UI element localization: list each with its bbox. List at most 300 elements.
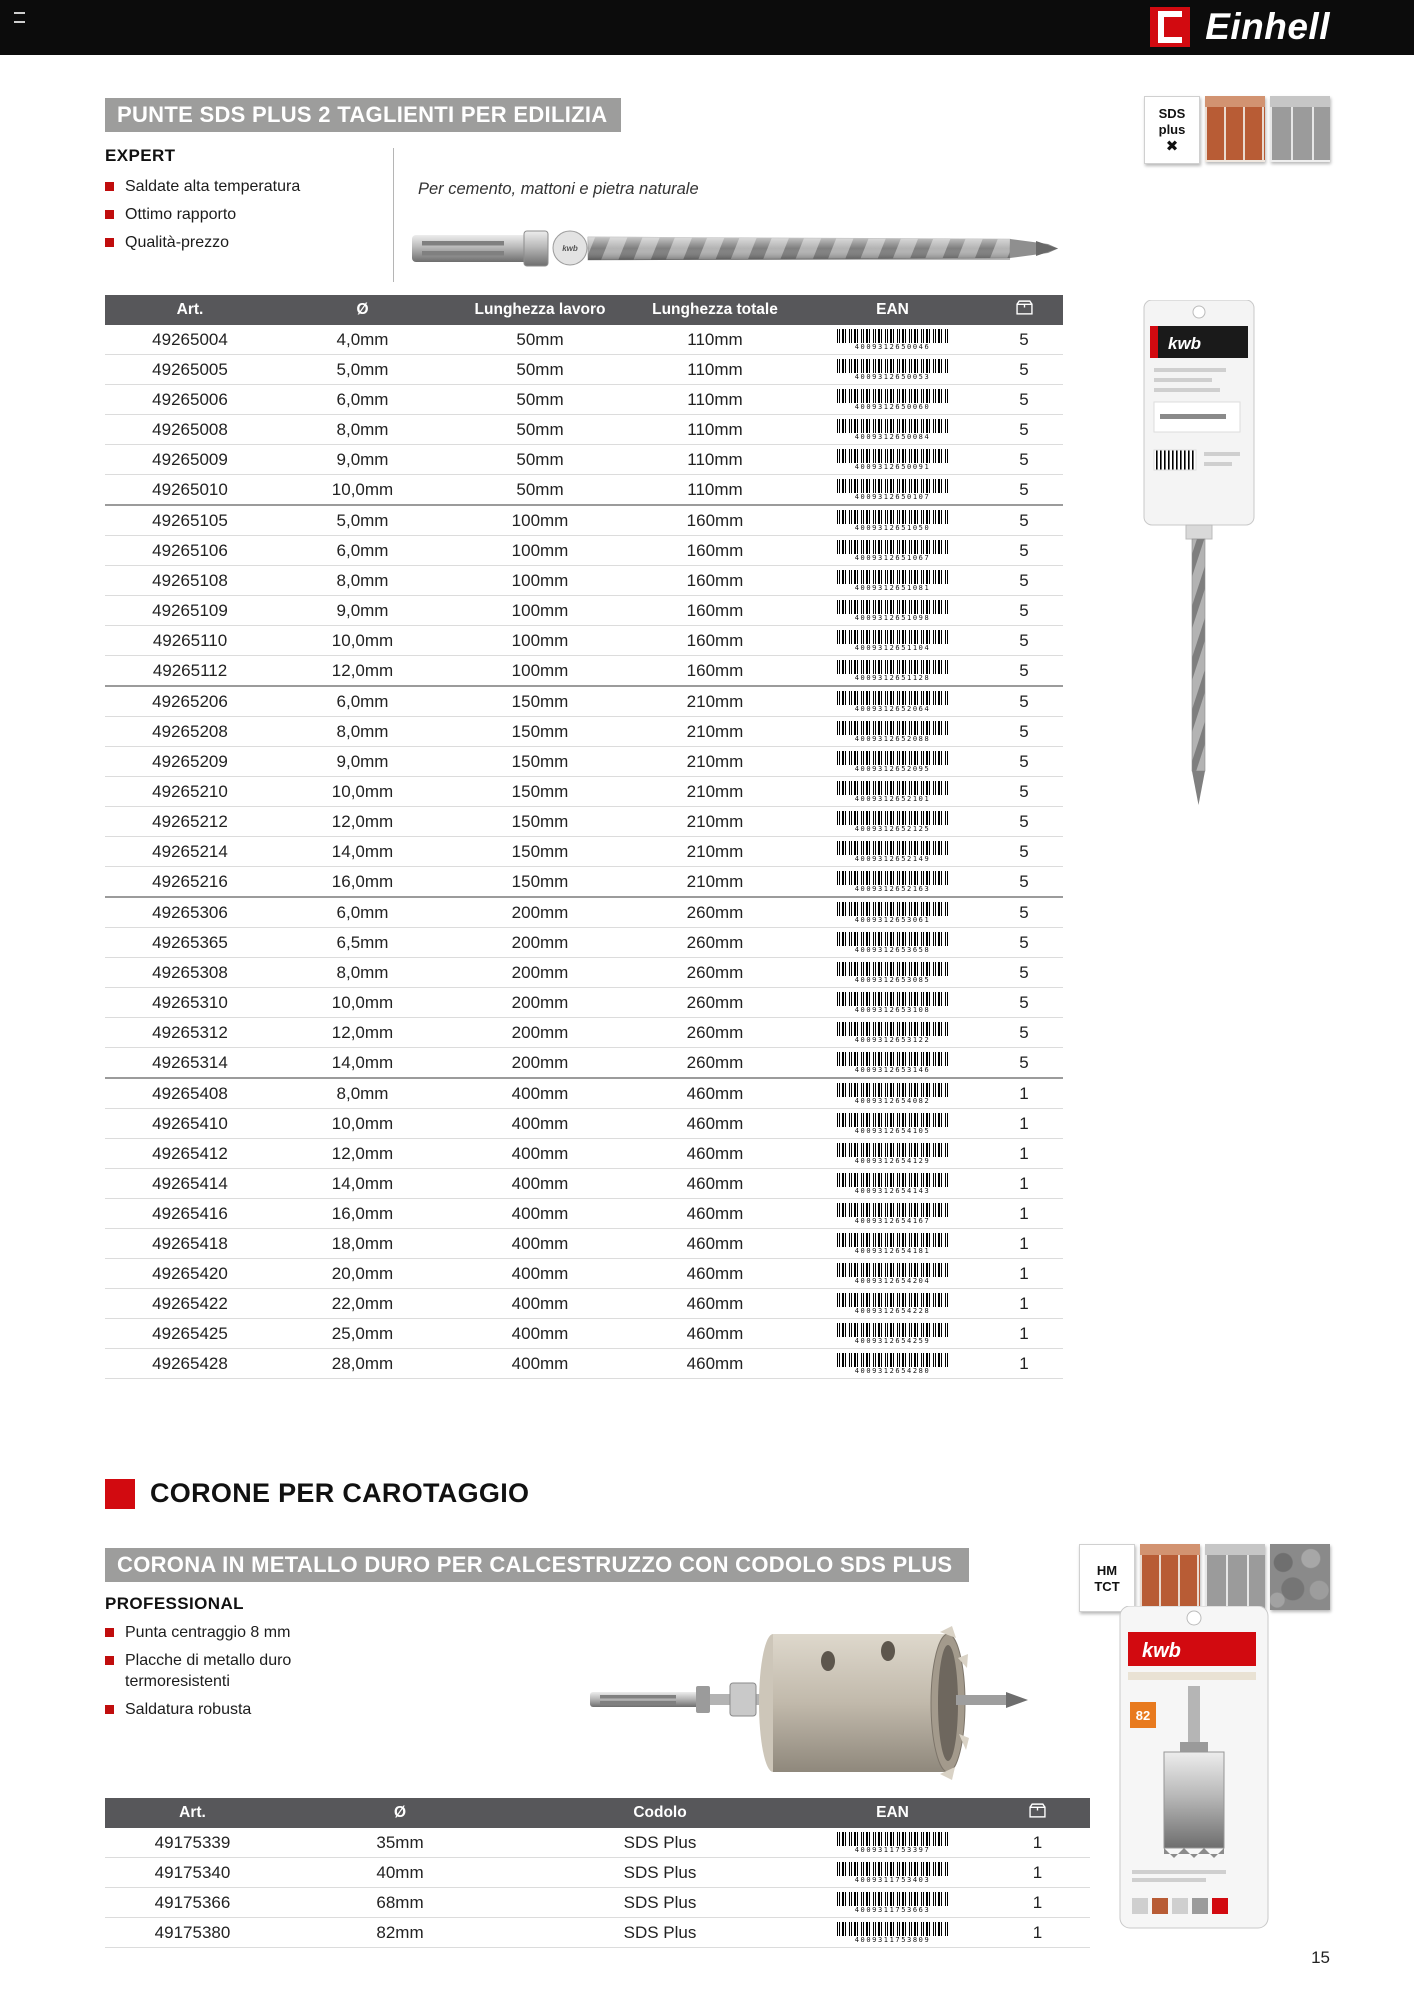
einhell-logo-icon (1150, 7, 1190, 47)
ean-cell (800, 1078, 985, 1109)
dia-cell: 9,0mm (275, 445, 450, 475)
lavoro-cell: 200mm (450, 1048, 630, 1079)
dia-column-header: Ø (280, 1798, 520, 1828)
lavoro-cell: 400mm (450, 1349, 630, 1379)
lavoro-cell: 200mm (450, 958, 630, 988)
totale-cell: 110mm (630, 355, 800, 385)
pack-qty-cell: 5 (985, 415, 1063, 445)
dia-cell: 14,0mm (275, 837, 450, 867)
barcode-digits: 4009312652163 (854, 884, 931, 893)
pack-qty-cell: 5 (985, 1048, 1063, 1079)
art-cell: 49265009 (105, 445, 275, 475)
dia-cell: 8,0mm (275, 958, 450, 988)
lavoro-cell: 200mm (450, 928, 630, 958)
barcode-image (837, 389, 949, 403)
product-photo-packaged-core-bit (1118, 1606, 1270, 1934)
dia-cell: 6,0mm (275, 897, 450, 928)
dia-column-header: Ø (275, 295, 450, 325)
barcode-digits: 4009312654228 (854, 1306, 931, 1315)
table-row (105, 717, 1063, 747)
dia-cell: 6,0mm (275, 686, 450, 717)
feature-item: Placche di metallo duro termoresistenti (105, 1650, 355, 1692)
feature-item: Punta centraggio 8 mm (105, 1622, 355, 1643)
barcode-digits: 4009312650060 (854, 402, 931, 411)
totale-cell: 460mm (630, 1078, 800, 1109)
barcode-image (837, 721, 949, 735)
totale-column-header: Lunghezza totale (630, 295, 800, 325)
lavoro-cell: 100mm (450, 505, 630, 536)
barcode-digits: 4009312650091 (854, 462, 931, 471)
brick-material-icon (1140, 1544, 1200, 1610)
totale-cell: 460mm (630, 1289, 800, 1319)
art-cell: 49265008 (105, 415, 275, 445)
lavoro-cell: 200mm (450, 897, 630, 928)
table-row (105, 837, 1063, 867)
products-table-core-bits (105, 1798, 1090, 1948)
barcode-image (837, 1083, 949, 1097)
barcode-image (837, 1323, 949, 1337)
pack-qty-cell: 1 (985, 1109, 1063, 1139)
table-row (105, 867, 1063, 898)
totale-cell: 260mm (630, 897, 800, 928)
totale-cell: 110mm (630, 415, 800, 445)
brand-logo (1150, 7, 1330, 47)
art-cell: 49265210 (105, 777, 275, 807)
barcode-image (837, 902, 949, 916)
ean-cell (800, 415, 985, 445)
pack-qty-cell: 5 (985, 355, 1063, 385)
art-column-header: Art. (105, 1798, 280, 1828)
lavoro-cell: 200mm (450, 1018, 630, 1048)
pack-qty-column-header (985, 295, 1063, 325)
pack-qty-cell: 5 (985, 566, 1063, 596)
art-cell: 49265208 (105, 717, 275, 747)
dia-cell: 9,0mm (275, 596, 450, 626)
table-row (105, 445, 1063, 475)
art-cell: 49265312 (105, 1018, 275, 1048)
barcode-image (837, 1203, 949, 1217)
dia-cell: 35mm (280, 1828, 520, 1858)
barcode-digits: 4009312651128 (854, 673, 931, 682)
barcode-digits: 4009312652125 (854, 824, 931, 833)
barcode-image (837, 1862, 949, 1876)
feature-item: Qualità-prezzo (105, 232, 390, 253)
page-number: 15 (1311, 1948, 1330, 1967)
ean-cell (800, 1139, 985, 1169)
pack-qty-cell: 5 (985, 717, 1063, 747)
lavoro-cell: 200mm (450, 988, 630, 1018)
section2-badges (1079, 1544, 1330, 1612)
ean-cell (800, 1229, 985, 1259)
pack-qty-cell: 1 (985, 1858, 1090, 1888)
lavoro-cell: 150mm (450, 807, 630, 837)
barcode-digits: 4009312652095 (854, 764, 931, 773)
table-row (105, 1289, 1063, 1319)
dia-cell: 9,0mm (275, 747, 450, 777)
art-cell: 49265004 (105, 325, 275, 355)
dia-cell: 28,0mm (275, 1349, 450, 1379)
totale-cell: 460mm (630, 1199, 800, 1229)
barcode-digits: 4009312653061 (854, 915, 931, 924)
dia-cell: 14,0mm (275, 1169, 450, 1199)
lavoro-cell: 400mm (450, 1139, 630, 1169)
codolo-cell: SDS Plus (520, 1858, 800, 1888)
barcode-image (837, 1143, 949, 1157)
ean-cell (800, 807, 985, 837)
section1-badges (1144, 96, 1330, 164)
barcode-digits: 4009312654280 (854, 1366, 931, 1375)
pack-qty-cell: 1 (985, 1139, 1063, 1169)
dia-cell: 12,0mm (275, 1018, 450, 1048)
barcode-digits: 4009312654204 (854, 1276, 931, 1285)
dia-cell: 12,0mm (275, 656, 450, 687)
art-column-header: Art. (105, 295, 275, 325)
feature-list (105, 176, 390, 260)
totale-cell: 210mm (630, 807, 800, 837)
barcode-image (837, 510, 949, 524)
dia-cell: 8,0mm (275, 566, 450, 596)
table-row (105, 1888, 1090, 1918)
art-cell: 49265365 (105, 928, 275, 958)
art-cell: 49265105 (105, 505, 275, 536)
ean-cell (800, 837, 985, 867)
barcode-image (837, 1922, 949, 1936)
barcode-image (837, 691, 949, 705)
totale-cell: 460mm (630, 1229, 800, 1259)
table-row (105, 928, 1063, 958)
pack-qty-cell: 1 (985, 1289, 1063, 1319)
pack-qty-cell: 5 (985, 928, 1063, 958)
barcode-digits: 4009312653146 (854, 1065, 931, 1074)
totale-cell: 210mm (630, 867, 800, 898)
barcode-image (837, 1892, 949, 1906)
totale-cell: 160mm (630, 536, 800, 566)
table-row (105, 958, 1063, 988)
barcode-image (837, 479, 949, 493)
concrete-block-material-icon (1205, 1544, 1265, 1610)
ean-cell (800, 717, 985, 747)
barcode-image (837, 540, 949, 554)
ean-cell (800, 747, 985, 777)
table-row (105, 415, 1063, 445)
pack-qty-cell: 5 (985, 686, 1063, 717)
totale-cell: 160mm (630, 566, 800, 596)
barcode-image (837, 992, 949, 1006)
table-row (105, 988, 1063, 1018)
brand-wordmark: Einhell (1205, 6, 1330, 47)
barcode-digits: 4009312652101 (854, 794, 931, 803)
pack-qty-cell: 1 (985, 1828, 1090, 1858)
art-cell: 49175366 (105, 1888, 280, 1918)
ean-cell (800, 958, 985, 988)
dia-cell: 6,5mm (275, 928, 450, 958)
product-grade: PROFESSIONAL (105, 1594, 244, 1613)
dia-cell: 10,0mm (275, 1109, 450, 1139)
ean-cell (800, 475, 985, 506)
feature-list (105, 1622, 355, 1727)
sds-label: SDS (1158, 105, 1186, 121)
pack-qty-cell: 5 (985, 325, 1063, 355)
codolo-cell: SDS Plus (520, 1828, 800, 1858)
barcode-digits: 4009311753809 (854, 1935, 931, 1944)
pack-qty-cell: 1 (985, 1229, 1063, 1259)
ean-cell (800, 656, 985, 687)
barcode-digits: 4009312651050 (854, 523, 931, 532)
art-cell: 49265412 (105, 1139, 275, 1169)
pack-qty-cell: 5 (985, 807, 1063, 837)
table-row (105, 1259, 1063, 1289)
section-marker-icon (105, 1479, 135, 1509)
lavoro-cell: 400mm (450, 1229, 630, 1259)
pack-qty-cell: 5 (985, 988, 1063, 1018)
barcode-image (837, 449, 949, 463)
art-cell: 49265422 (105, 1289, 275, 1319)
dia-cell: 10,0mm (275, 777, 450, 807)
dia-cell: 22,0mm (275, 1289, 450, 1319)
feature-item: Ottimo rapporto (105, 204, 390, 225)
art-cell: 49265209 (105, 747, 275, 777)
totale-cell: 460mm (630, 1139, 800, 1169)
lavoro-cell: 100mm (450, 626, 630, 656)
feature-item: Saldatura robusta (105, 1699, 355, 1720)
pack-qty-cell: 5 (985, 596, 1063, 626)
table-header-row (105, 295, 1063, 325)
core-drill-image (588, 1606, 1028, 1804)
art-cell: 49265420 (105, 1259, 275, 1289)
ean-cell (800, 928, 985, 958)
section2-title: CORONE PER CAROTAGGIO (150, 1478, 530, 1508)
totale-cell: 160mm (630, 505, 800, 536)
art-cell: 49265410 (105, 1109, 275, 1139)
barcode-digits: 4009312654143 (854, 1186, 931, 1195)
codolo-cell: SDS Plus (520, 1888, 800, 1918)
ean-cell (800, 1888, 985, 1918)
ean-cell (800, 1918, 985, 1948)
art-cell: 49265212 (105, 807, 275, 837)
feature-item: Saldate alta temperatura (105, 176, 390, 197)
totale-cell: 210mm (630, 747, 800, 777)
lavoro-cell: 150mm (450, 867, 630, 898)
tct-label: TCT (1094, 1578, 1120, 1594)
table-row (105, 1018, 1063, 1048)
ean-column-header: EAN (800, 1798, 985, 1828)
totale-cell: 110mm (630, 325, 800, 355)
lavoro-cell: 100mm (450, 656, 630, 687)
ean-cell (800, 777, 985, 807)
art-cell: 49265418 (105, 1229, 275, 1259)
ean-cell (800, 988, 985, 1018)
barcode-digits: 4009312653085 (854, 975, 931, 984)
dia-cell: 5,0mm (275, 355, 450, 385)
sds-shank-cross-icon: ✖ (1165, 137, 1179, 155)
package-icon (1016, 300, 1033, 315)
section1-banner: PUNTE SDS PLUS 2 TAGLIENTI PER EDILIZIA (105, 98, 621, 132)
dia-cell: 14,0mm (275, 1048, 450, 1079)
pack-qty-cell: 1 (985, 1918, 1090, 1948)
pack-qty-cell: 5 (985, 1018, 1063, 1048)
barcode-digits: 4009312654129 (854, 1156, 931, 1165)
pack-qty-cell: 1 (985, 1319, 1063, 1349)
table-row (105, 1858, 1090, 1888)
pack-qty-cell: 5 (985, 867, 1063, 898)
pack-qty-column-header (985, 1798, 1090, 1828)
pack-qty-cell: 5 (985, 626, 1063, 656)
lavoro-cell: 400mm (450, 1289, 630, 1319)
totale-cell: 260mm (630, 988, 800, 1018)
barcode-digits: 4009312654082 (854, 1096, 931, 1105)
ean-cell (800, 1349, 985, 1379)
table-row (105, 1078, 1063, 1109)
barcode-digits: 4009312653108 (854, 1005, 931, 1014)
ean-cell (800, 1048, 985, 1079)
barcode-image (837, 811, 949, 825)
totale-cell: 460mm (630, 1349, 800, 1379)
dia-cell: 5,0mm (275, 505, 450, 536)
art-cell: 49265112 (105, 656, 275, 687)
lavoro-cell: 400mm (450, 1199, 630, 1229)
barcode-image (837, 1233, 949, 1247)
totale-cell: 460mm (630, 1169, 800, 1199)
barcode-digits: 4009312651067 (854, 553, 931, 562)
package-icon (1029, 1803, 1046, 1818)
ean-cell (800, 566, 985, 596)
lavoro-cell: 400mm (450, 1259, 630, 1289)
barcode-image (837, 1113, 949, 1127)
art-cell: 49265314 (105, 1048, 275, 1079)
totale-cell: 160mm (630, 596, 800, 626)
barcode-image (837, 871, 949, 885)
ean-cell (800, 1199, 985, 1229)
lavoro-cell: 50mm (450, 475, 630, 506)
dia-cell: 6,0mm (275, 385, 450, 415)
dia-cell: 10,0mm (275, 626, 450, 656)
barcode-digits: 4009311753663 (854, 1905, 931, 1914)
registration-mark-icon (14, 12, 25, 23)
table-row (105, 505, 1063, 536)
ean-cell (800, 1169, 985, 1199)
barcode-image (837, 781, 949, 795)
art-cell: 49265106 (105, 536, 275, 566)
art-cell: 49265428 (105, 1349, 275, 1379)
brick-material-icon (1205, 96, 1265, 162)
ean-cell (800, 1858, 985, 1888)
barcode-image (837, 841, 949, 855)
barcode-image (837, 751, 949, 765)
application-text: Per cemento, mattoni e pietra naturale (418, 180, 699, 198)
totale-cell: 110mm (630, 385, 800, 415)
art-cell: 49265006 (105, 385, 275, 415)
dia-cell: 8,0mm (275, 717, 450, 747)
ean-cell (800, 325, 985, 355)
dia-cell: 10,0mm (275, 475, 450, 506)
sds-plus-badge (1144, 96, 1200, 164)
pack-qty-cell: 5 (985, 958, 1063, 988)
table-header-row (105, 1798, 1090, 1828)
barcode-digits: 4009312651081 (854, 583, 931, 592)
dia-cell: 8,0mm (275, 1078, 450, 1109)
table-row (105, 807, 1063, 837)
dia-cell: 25,0mm (275, 1319, 450, 1349)
barcode-digits: 4009312654167 (854, 1216, 931, 1225)
totale-cell: 210mm (630, 717, 800, 747)
barcode-image (837, 1293, 949, 1307)
table-row (105, 1109, 1063, 1139)
ean-cell (800, 1109, 985, 1139)
totale-cell: 460mm (630, 1109, 800, 1139)
table-row (105, 1169, 1063, 1199)
lavoro-cell: 100mm (450, 536, 630, 566)
lavoro-cell: 400mm (450, 1078, 630, 1109)
ean-cell (800, 867, 985, 898)
hm-tct-badge (1079, 1544, 1135, 1612)
art-cell: 49265306 (105, 897, 275, 928)
barcode-image (837, 660, 949, 674)
barcode-image (837, 962, 949, 976)
dia-cell: 4,0mm (275, 325, 450, 355)
ean-cell (800, 1319, 985, 1349)
dia-cell: 16,0mm (275, 1199, 450, 1229)
table-row (105, 777, 1063, 807)
art-cell: 49265416 (105, 1199, 275, 1229)
hm-label: HM (1096, 1562, 1118, 1578)
barcode-image (837, 932, 949, 946)
lavoro-cell: 150mm (450, 747, 630, 777)
barcode-digits: 4009312652088 (854, 734, 931, 743)
table-row (105, 1319, 1063, 1349)
totale-cell: 210mm (630, 686, 800, 717)
pack-qty-cell: 5 (985, 385, 1063, 415)
barcode-digits: 4009312650053 (854, 372, 931, 381)
barcode-digits: 4009312651098 (854, 613, 931, 622)
table-row (105, 596, 1063, 626)
table-row (105, 1199, 1063, 1229)
dia-cell: 16,0mm (275, 867, 450, 898)
totale-cell: 260mm (630, 1048, 800, 1079)
art-cell: 49265110 (105, 626, 275, 656)
art-cell: 49265214 (105, 837, 275, 867)
section2-title-block (105, 1478, 529, 1509)
lavoro-cell: 50mm (450, 415, 630, 445)
codolo-column-header: Codolo (520, 1798, 800, 1828)
ean-cell (800, 1289, 985, 1319)
art-cell: 49265108 (105, 566, 275, 596)
table-row (105, 747, 1063, 777)
ean-cell (800, 686, 985, 717)
top-bar (0, 0, 1414, 55)
barcode-image (837, 359, 949, 373)
pack-qty-cell: 5 (985, 505, 1063, 536)
barcode-image (837, 1353, 949, 1367)
lavoro-column-header: Lunghezza lavoro (450, 295, 630, 325)
lavoro-cell: 150mm (450, 837, 630, 867)
barcode-image (837, 329, 949, 343)
product-photo-packaged-bit (1140, 300, 1258, 820)
table-row (105, 1828, 1090, 1858)
dia-cell: 82mm (280, 1918, 520, 1948)
totale-cell: 260mm (630, 958, 800, 988)
art-cell: 49175339 (105, 1828, 280, 1858)
lavoro-cell: 100mm (450, 566, 630, 596)
barcode-image (837, 630, 949, 644)
barcode-image (837, 1263, 949, 1277)
table-row (105, 1139, 1063, 1169)
ean-cell (800, 355, 985, 385)
table-row (105, 566, 1063, 596)
pack-qty-cell: 5 (985, 777, 1063, 807)
art-cell: 49265408 (105, 1078, 275, 1109)
table-row (105, 897, 1063, 928)
art-cell: 49265425 (105, 1319, 275, 1349)
